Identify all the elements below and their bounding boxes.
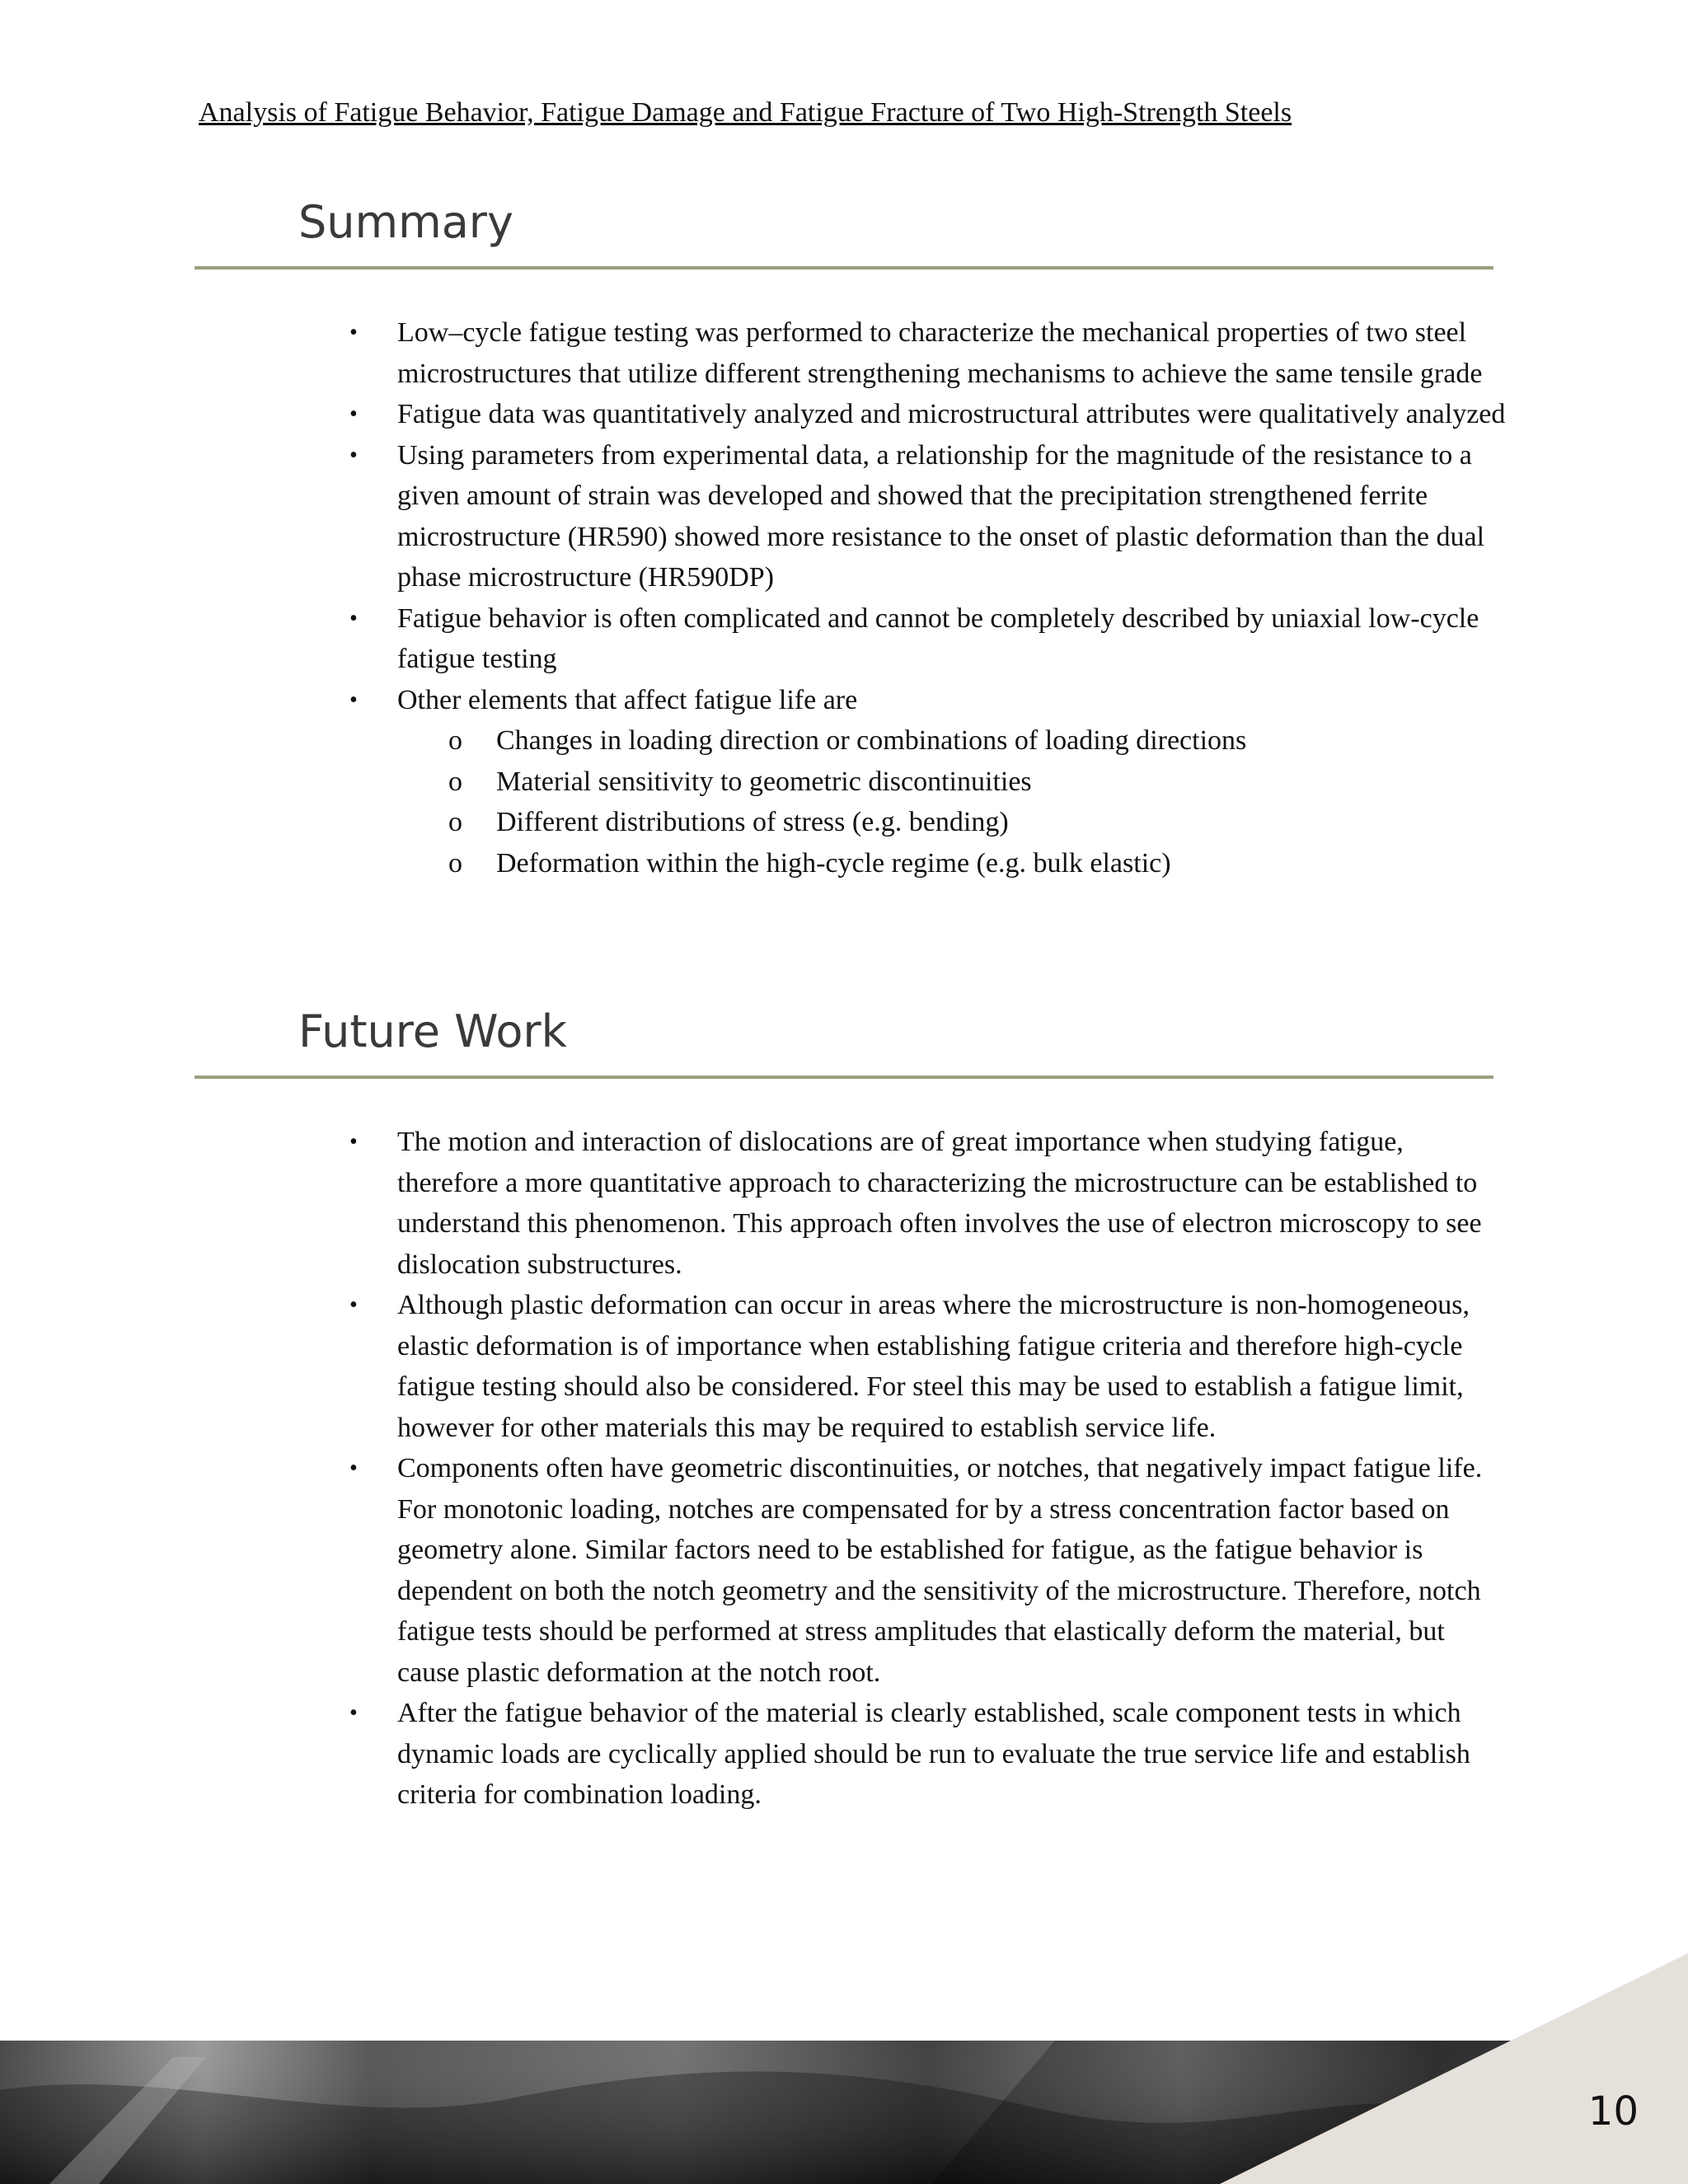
sub-list-item-text: Different distributions of stress (e.g. bending) <box>496 807 1009 837</box>
bullet-icon: • <box>349 1129 358 1155</box>
bullet-icon: • <box>349 1700 358 1726</box>
bullet-icon: • <box>349 605 358 631</box>
bullet-icon: • <box>349 1455 358 1481</box>
list-item-text: Using parameters from experimental data, a relationship for the magnitude of the resistance to a given amount of strain was developed and showed that the precipitation strengthened ferrite microstructure (HR590) showed more resistance to the onset of plastic deformation than the dual phase microstructure (HR590DP) <box>397 439 1485 593</box>
list-item-text: Components often have geometric discontinuities, or notches, that negatively impact fatigue life. For monotonic loading, notches are compensated for by a stress concentration factor based on geometry alone. Similar factors need to be established for fatigue, as the fatigue behavior is dependent on both the notch geometry and the sensitivity of the microstructure. Therefore, notch fatigue tests should be performed at stress amplitudes that elastically deform the material, but cause plastic deformation at the notch root. <box>397 1453 1483 1688</box>
bullet-icon: • <box>349 320 358 345</box>
list-item-text: After the fatigue behavior of the material is clearly established, scale component tests in which dynamic loads are cyclically applied should be run to evaluate the true service life and establish criteria for combination loading. <box>397 1698 1470 1810</box>
bullet-icon: • <box>349 687 358 713</box>
corner-triangle <box>1220 1953 1688 2184</box>
bullet-icon: • <box>349 401 358 427</box>
sub-list-item-text: Changes in loading direction or combinations of loading directions <box>496 725 1247 756</box>
summary-heading: Summary <box>298 196 513 248</box>
list-item-text: Other elements that affect fatigue life are <box>397 684 858 715</box>
sub-bullet-icon: o <box>448 725 462 756</box>
future-work-heading: Future Work <box>298 1005 567 1057</box>
sub-list-item-text: Material sensitivity to geometric discontinuities <box>496 766 1032 797</box>
sub-bullet-icon: o <box>448 807 462 837</box>
page-number: 10 <box>1587 2088 1639 2135</box>
sub-bullet-icon: o <box>448 847 462 879</box>
sub-bullet-icon: o <box>448 766 462 797</box>
running-header: Analysis of Fatigue Behavior, Fatigue Damage and Fatigue Fracture of Two High-Strength Steels <box>199 97 1292 128</box>
bullet-icon: • <box>349 1292 358 1318</box>
bullet-icon: • <box>349 442 358 468</box>
list-item-text: Low–cycle fatigue testing was performed to characterize the mechanical properties of two steel microstructures that utilize different strengthening mechanisms to achieve the same tensile grade <box>397 317 1483 389</box>
list-item-text: Fatigue behavior is often complicated and cannot be completely described by uniaxial low-cycle fatigue testing <box>397 602 1479 674</box>
sub-list-item-text: Deformation within the high-cycle regime (e.g. bulk elastic) <box>496 847 1171 879</box>
list-item-text: The motion and interaction of dislocations are of great importance when studying fatigue, therefore a more quantitative approach to characterizing the microstructure can be established to understand this phenomenon. This approach often involves the use of electron microscopy to see dislocation substructures. <box>397 1127 1482 1280</box>
list-item-text: Fatigue data was quantitatively analyzed and microstructural attributes were qualitatively analyzed <box>397 399 1506 429</box>
list-item-text: Although plastic deformation can occur in areas where the microstructure is non-homogeneous, elastic deformation is of importance when establishing fatigue criteria and therefore high-cycle fatigue testing should also be considered. For steel this may be used to establish a fatigue limit, however for other materials this may be required to establish service life. <box>397 1290 1470 1443</box>
